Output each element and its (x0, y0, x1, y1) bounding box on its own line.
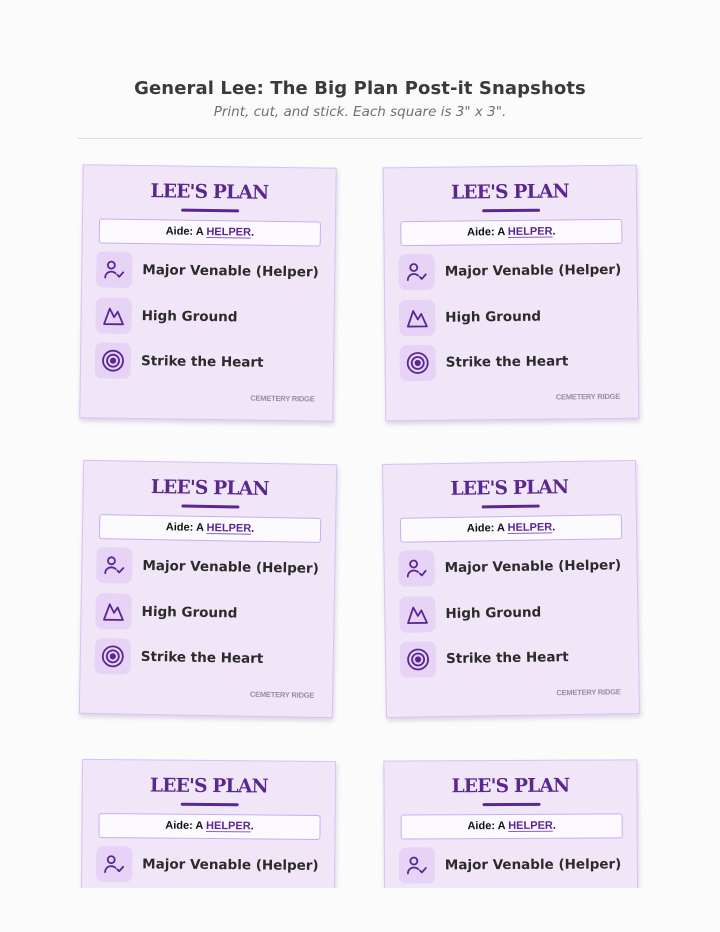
plan-item-label: High Ground (445, 604, 542, 623)
plan-item-high-ground (399, 593, 630, 633)
plan-item-label: Major Venable (Helper) (142, 856, 319, 874)
mountain-icon (95, 297, 131, 333)
note-title: LEE'S PLAN (450, 476, 569, 500)
plan-item-label: Major Venable (Helper) (142, 557, 319, 577)
plan-item-high-ground (95, 593, 326, 633)
title-underline (482, 505, 540, 509)
note-title: LEE'S PLAN (149, 774, 268, 798)
plan-item-strike (95, 342, 325, 381)
plan-item-label: High Ground (141, 308, 238, 326)
postit-sheet (0, 140, 720, 888)
aide-box: Aide: A HELPER. (99, 514, 321, 543)
plan-item-label: Strike the Heart (140, 353, 264, 371)
plan-item-label: Strike the Heart (445, 649, 569, 668)
page-header (0, 78, 720, 120)
mountain-icon (399, 300, 435, 336)
aide-word: HELPER (508, 819, 553, 833)
aide-word: HELPER (507, 521, 553, 535)
aide-box: Aide: A HELPER. (99, 218, 321, 246)
plan-item-helper (399, 846, 629, 883)
mountain-icon (95, 593, 132, 630)
plan-item-label: Strike the Heart (445, 353, 569, 371)
title-underline (181, 803, 239, 807)
aide-word: HELPER (206, 819, 251, 833)
person-check-icon (399, 847, 435, 883)
note-title: LEE'S PLAN (451, 774, 570, 798)
target-icon (400, 641, 437, 678)
postit-note-4 (382, 460, 640, 718)
person-check-icon (399, 254, 435, 290)
plan-item-label: Strike the Heart (140, 648, 264, 667)
plan-item-high-ground (399, 298, 629, 336)
target-icon (400, 345, 436, 381)
note-footer: CEMETERY RIDGE (556, 687, 621, 698)
postit-note-5 (80, 759, 336, 888)
title-underline (482, 209, 540, 213)
aide-word: HELPER (507, 225, 553, 239)
plan-item-label: High Ground (141, 603, 238, 622)
plan-item-helper (96, 846, 326, 884)
plan-item-helper (399, 252, 629, 290)
plan-item-helper (96, 547, 327, 587)
aide-box: Aide: A HELPER. (401, 813, 623, 839)
plan-item-strike (94, 638, 325, 678)
header-divider (78, 138, 642, 139)
note-footer: CEMETERY RIDGE (249, 689, 315, 700)
mountain-icon (399, 596, 436, 633)
aide-word: HELPER (206, 521, 252, 535)
target-icon (94, 638, 131, 675)
person-check-icon (96, 251, 132, 287)
plan-item-label: Major Venable (Helper) (444, 856, 622, 874)
title-underline (181, 209, 239, 213)
page-title: General Lee: The Big Plan Post-it Snapshots (134, 78, 586, 99)
plan-item-label: Major Venable (Helper) (444, 261, 622, 280)
target-icon (95, 342, 131, 378)
note-title: LEE'S PLAN (150, 180, 269, 204)
person-check-icon (398, 550, 435, 587)
note-title: LEE'S PLAN (150, 475, 269, 501)
postit-note-2 (383, 165, 640, 422)
title-underline (483, 803, 541, 806)
plan-item-strike (400, 343, 630, 381)
aide-box: Aide: A HELPER. (98, 813, 320, 840)
note-footer: CEMETERY RIDGE (555, 391, 621, 402)
plan-item-helper (96, 251, 326, 290)
aide-box: Aide: A HELPER. (400, 219, 622, 246)
plan-item-strike (400, 638, 631, 678)
note-footer: CEMETERY RIDGE (250, 393, 315, 404)
person-check-icon (96, 547, 133, 584)
plan-item-helper (398, 547, 629, 587)
note-title: LEE'S PLAN (450, 180, 569, 204)
plan-item-label: Major Venable (Helper) (142, 262, 319, 281)
postit-note-6 (383, 759, 638, 888)
postit-note-1 (79, 164, 337, 422)
plan-item-label: High Ground (445, 308, 542, 326)
title-underline (181, 505, 239, 509)
plan-item-high-ground (95, 297, 325, 336)
aide-box: Aide: A HELPER. (400, 514, 622, 542)
aide-word: HELPER (206, 225, 252, 239)
person-check-icon (96, 846, 132, 882)
page-subtitle: Print, cut, and stick. Each square is 3" x 3". (213, 104, 507, 120)
postit-note-3 (79, 460, 337, 718)
plan-item-label: Major Venable (Helper) (444, 557, 622, 577)
